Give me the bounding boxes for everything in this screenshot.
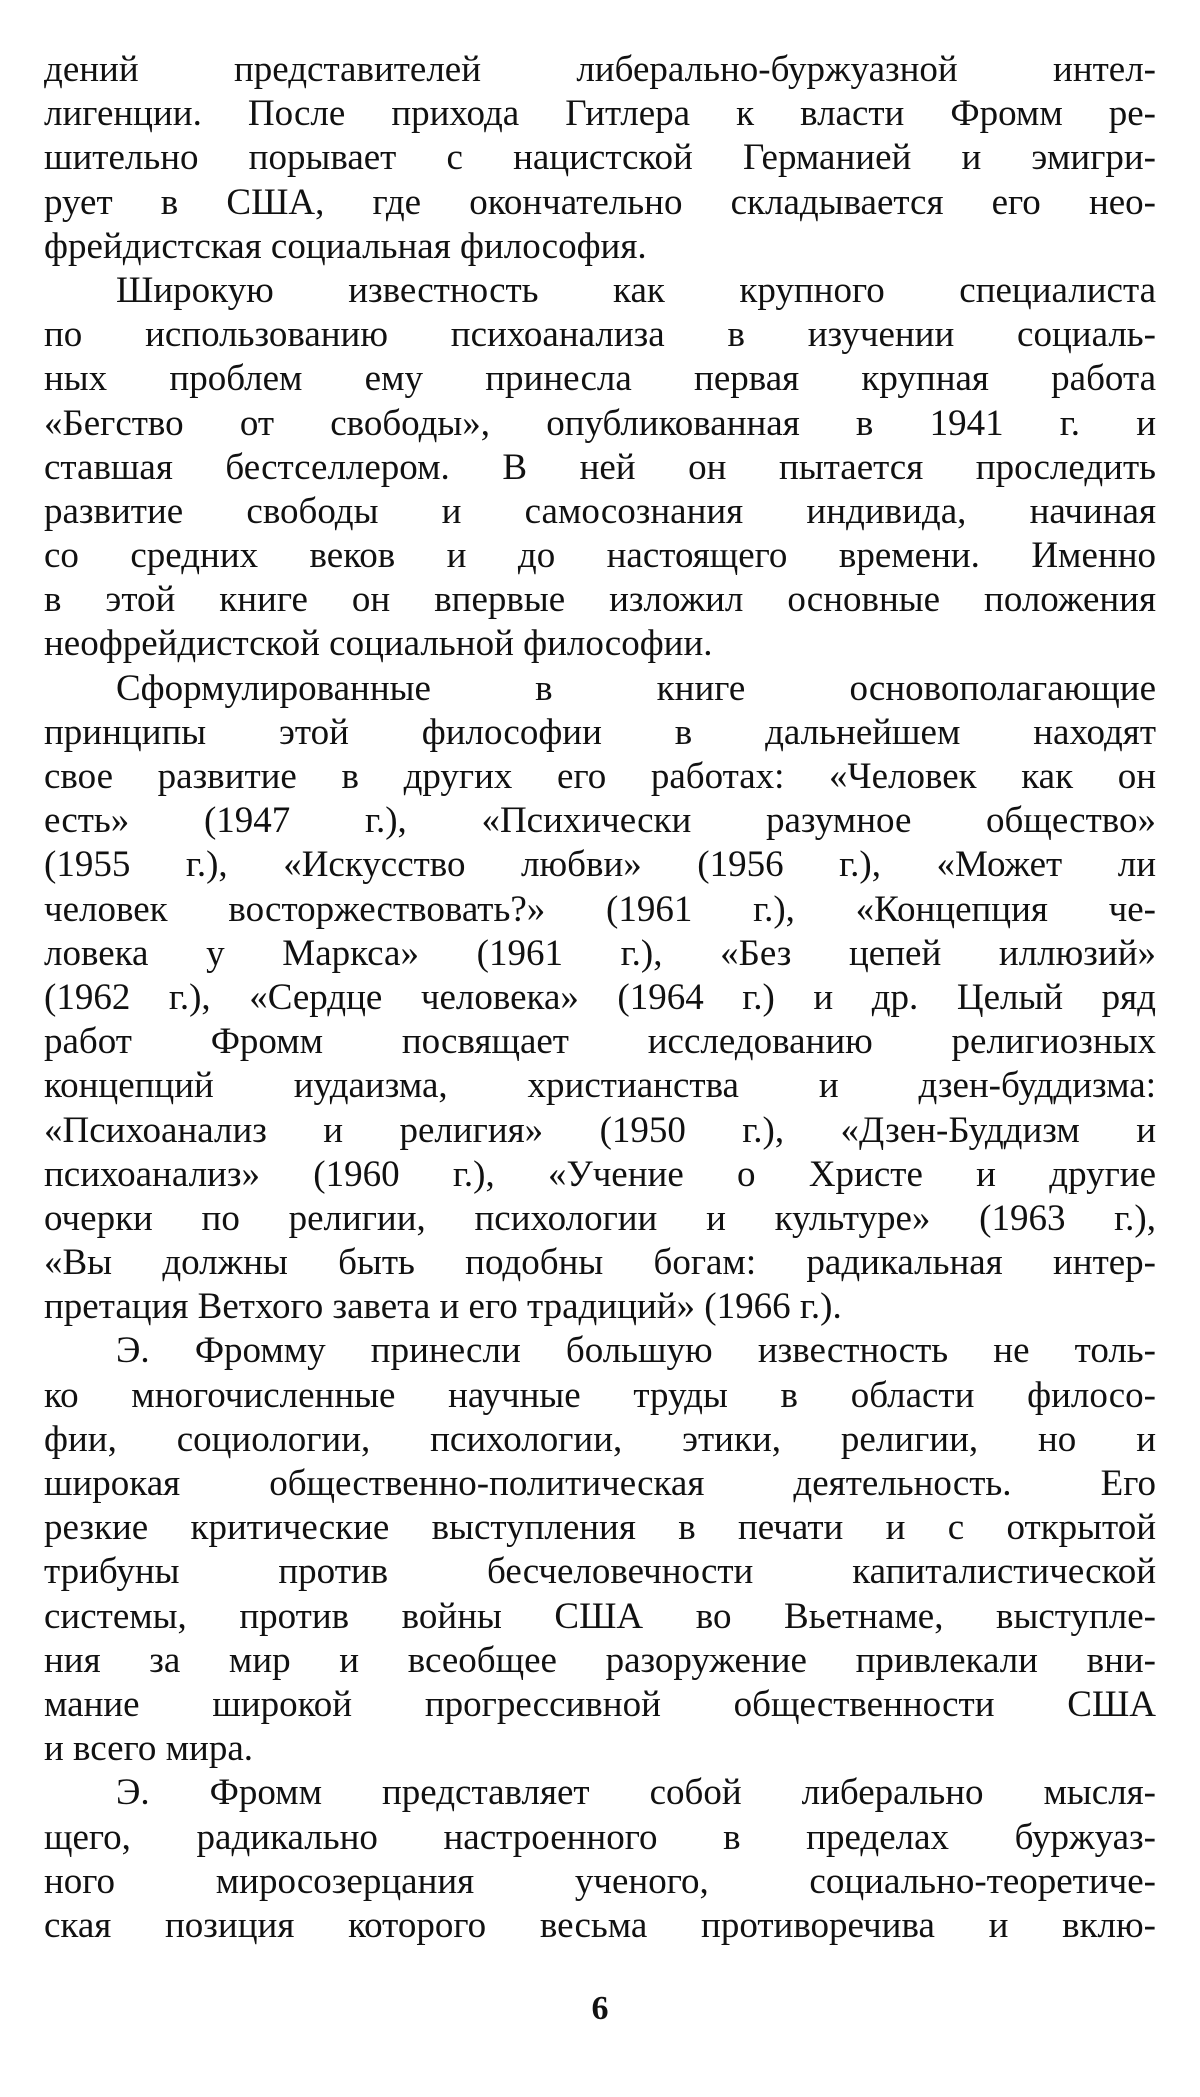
text-line: принципы этой философии в дальнейшем находят (44, 711, 1156, 753)
text-line: ставшая бестселлером. В ней он пытается проследить (44, 446, 1156, 488)
text-line: широкая общественно-политическая деятельность. Его (44, 1463, 1156, 1504)
text-line: резкие критические выступления в печати и с открытой (44, 1507, 1156, 1549)
paragraph (44, 269, 1156, 667)
text-line: «Вы должны быть подобны богам: радикальная интер- (44, 1242, 1156, 1284)
text-line: развитие свободы и самосознания индивида, начиная (44, 490, 1156, 532)
text-line: фрейдистская социальная философия. (44, 225, 647, 267)
text-line: «Психоанализ и религия» (1950 г.), «Дзен-Буддизм и (44, 1109, 1156, 1151)
paragraph (44, 48, 1156, 269)
text-line: ния за мир и всеобщее разоружение привлекали вни- (44, 1639, 1156, 1681)
page-number: 6 (591, 1990, 609, 2027)
text-line: претация Ветхого завета и его традиций» (1966 г.). (44, 1286, 842, 1328)
text-line: ко многочисленные научные труды в области филосо- (44, 1374, 1156, 1416)
paragraph (44, 667, 1156, 1330)
text-line: работ Фромм посвящает исследованию религиозных (44, 1021, 1156, 1063)
text-line: системы, против войны США во Вьетнаме, выступле- (44, 1595, 1156, 1637)
text-line: (1962 г.), «Сердце человека» (1964 г.) и др. Целый ряд (44, 976, 1156, 1018)
text-line: по использованию психоанализа в изучении социаль- (44, 314, 1156, 356)
text-line: и всего мира. (44, 1728, 253, 1770)
text-line: лигенции. После прихода Гитлера к власти Фромм ре- (44, 93, 1156, 135)
text-line: Сформулированные в книге основополагающие (116, 667, 1156, 709)
text-line: человек восторжествовать?» (1961 г.), «Концепция че- (44, 888, 1156, 930)
text-line: Э. Фромм представляет собой либерально мысля- (116, 1772, 1156, 1814)
text-line: в этой книге он впервые изложил основные положения (44, 579, 1156, 621)
text-line: рует в США, где окончательно складывается его нео- (44, 181, 1156, 223)
text-line: (1955 г.), «Искусство любви» (1956 г.), «Может ли (44, 844, 1156, 886)
text-line: трибуны против бесчеловечности капиталистической (44, 1551, 1156, 1593)
text-line: ловека у Маркса» (1961 г.), «Без цепей иллюзий» (44, 932, 1156, 974)
text-line: психоанализ» (1960 г.), «Учение о Христе и другие (44, 1153, 1156, 1195)
text-line: фии, социологии, психологии, этики, религии, но и (44, 1418, 1156, 1460)
text-line: Э. Фромму принесли большую известность не толь- (116, 1330, 1156, 1372)
text-line: «Бегство от свободы», опубликованная в 1941 г. и (44, 402, 1156, 444)
text-line: со средних веков и до настоящего времени. Именно (44, 535, 1156, 577)
text-line: свое развитие в других его работах: «Человек как он (44, 756, 1156, 797)
text-line: есть» (1947 г.), «Психически разумное общество» (44, 800, 1156, 842)
paragraph (44, 1329, 1156, 1771)
text-line: ных проблем ему принесла первая крупная работа (44, 358, 1156, 400)
text-line: щего, радикально настроенного в пределах буржуаз- (44, 1816, 1156, 1858)
text-line: Широкую известность как крупного специалиста (116, 269, 1156, 311)
text-line: очерки по религии, психологии и культуре» (1963 г.), (44, 1197, 1156, 1239)
text-line: дений представителей либерально-буржуазной интел- (44, 49, 1156, 90)
text-line: мание широкой прогрессивной общественности США (44, 1683, 1156, 1725)
text-line: шительно порывает с нацистской Германией и эмигри- (44, 137, 1156, 179)
text-line: неофрейдистской социальной философии. (44, 623, 713, 665)
text-line: ного миросозерцания ученого, социально-теоретиче- (44, 1860, 1156, 1902)
text-line: ская позиция которого весьма противоречива и вклю- (44, 1904, 1156, 1946)
paragraph (44, 1771, 1156, 1948)
page-body (44, 48, 1156, 1948)
text-line: концепций иудаизма, христианства и дзен-буддизма: (44, 1065, 1156, 1107)
